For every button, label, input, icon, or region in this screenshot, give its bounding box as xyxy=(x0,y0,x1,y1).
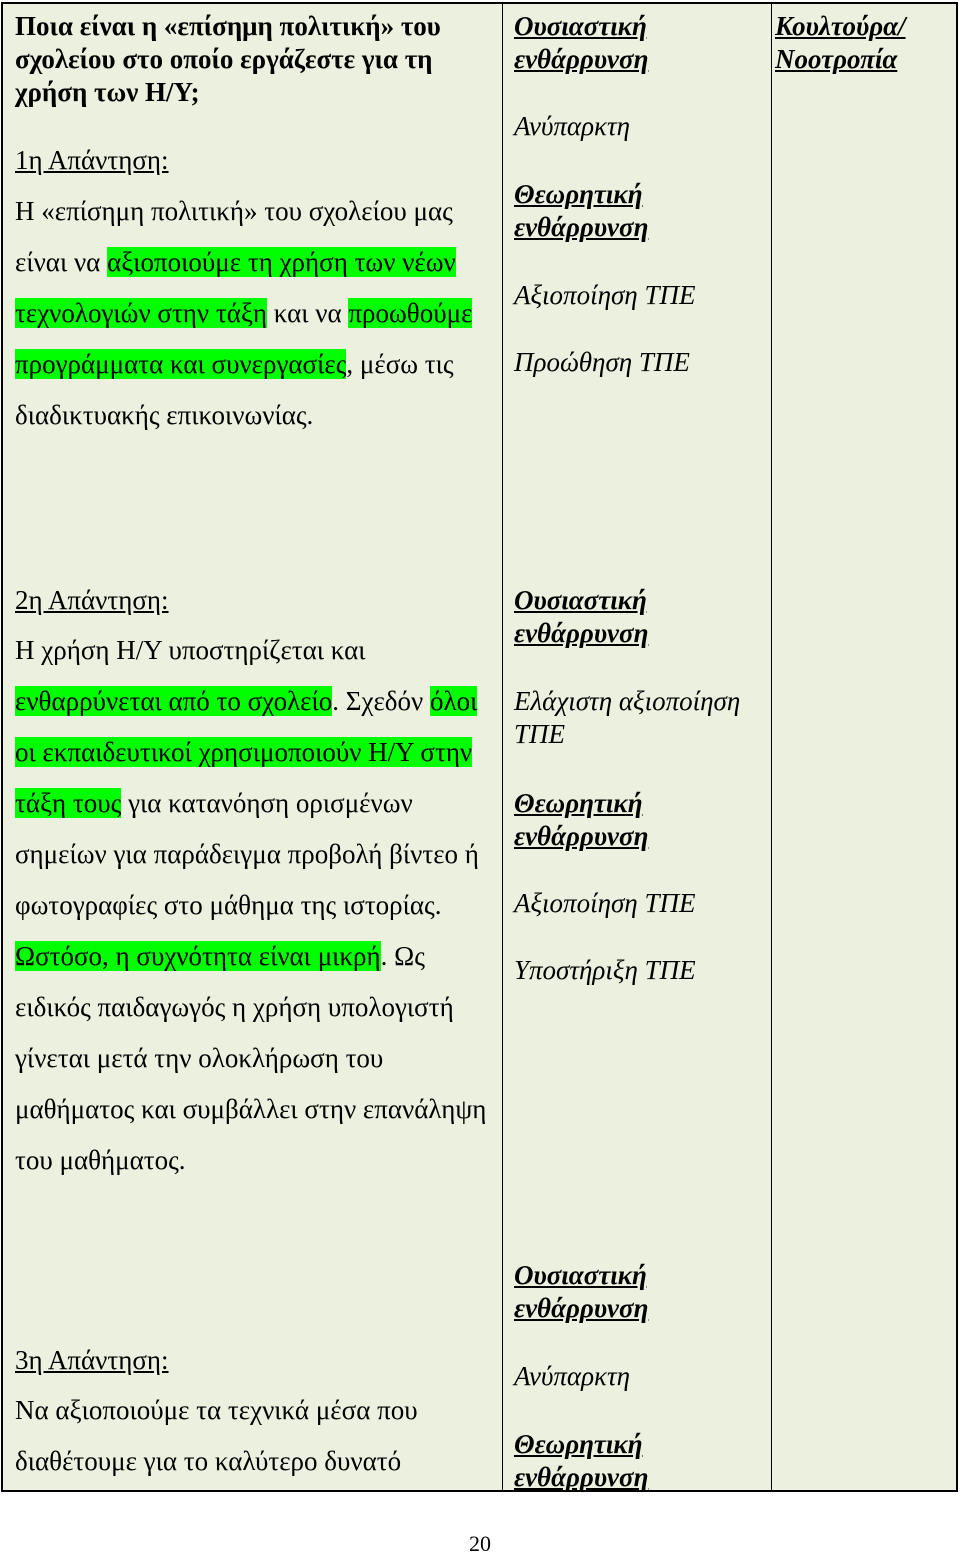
interview-question: Ποια είναι η «επίσημη πολιτική» του σχολείου στο οποίο εργάζεστε για τη χρήση των Η/Υ; xyxy=(15,11,441,107)
answer-3-text: Να αξιοποιούμε τα τεχνικά μέσα που διαθέτουμε για το καλύτερο δυνατό xyxy=(15,1395,418,1476)
answer-1-category-1: Ουσιαστική ενθάρρυνση xyxy=(514,11,649,74)
answer-2-code-1: Ελάχιστη αξιοποίηση ΤΠΕ xyxy=(514,686,741,749)
answer-3-code-1: Ανύπαρκτη xyxy=(514,1361,631,1391)
answer-2-code-3: Υποστήριξη ΤΠΕ xyxy=(514,955,696,985)
answer-2-category-1: Ουσιαστική ενθάρρυνση xyxy=(514,585,649,648)
page-number: 20 xyxy=(469,1531,491,1556)
theme-label: Κουλτούρα/ Νοοτροπία xyxy=(775,11,906,74)
answer-1-code-3: Προώθηση ΤΠΕ xyxy=(514,347,690,377)
column-divider xyxy=(771,4,772,1490)
answer-1-label: 1η Απάντηση: xyxy=(15,145,169,175)
answer-1-code-1: Ανύπαρκτη xyxy=(514,111,631,141)
answer-3-category-2: Θεωρητική ενθάρρυνση xyxy=(514,1429,649,1492)
column-divider xyxy=(502,4,503,1490)
answer-1-code-2: Αξιοποίηση ΤΠΕ xyxy=(514,280,696,310)
answer-2-label: 2η Απάντηση: xyxy=(15,585,169,615)
answer-3-category-1: Ουσιαστική ενθάρρυνση xyxy=(514,1260,649,1323)
answer-2-category-2: Θεωρητική ενθάρρυνση xyxy=(514,788,649,851)
answer-3-label: 3η Απάντηση: xyxy=(15,1345,169,1375)
answer-1-category-2: Θεωρητική ενθάρρυνση xyxy=(514,179,649,242)
coding-table xyxy=(1,2,958,1492)
answer-2-text: Η χρήση Η/Υ υποστηρίζεται και ενθαρρύνεται από το σχολείο. Σχεδόν όλοι οι εκπαιδευτικοί χρησιμοποιούν Η/Υ στην τάξη τους για κατανόηση ορισμένων σημείων για παράδειγμα προβολή βίντεο ή φωτογραφίες στο μάθημα της ιστορίας. Ωστόσο, η συχνότητα είναι μικρή. Ως ειδικός παιδαγωγός η χρήση υπολογιστή γίνεται μετά την ολοκλήρωση του μαθήματος και συμβάλλει στην επανάληψη του μαθήματος. xyxy=(15,635,487,1175)
answer-1-text: Η «επίσημη πολιτική» του σχολείου μας είναι να αξιοποιούμε τη χρήση των νέων τεχνολογιών στην τάξη και να προωθούμε προγράμματα και συνεργασίες, μέσω τις διαδικτυακής επικοινωνίας. xyxy=(15,196,473,430)
answer-2-code-2: Αξιοποίηση ΤΠΕ xyxy=(514,888,696,918)
